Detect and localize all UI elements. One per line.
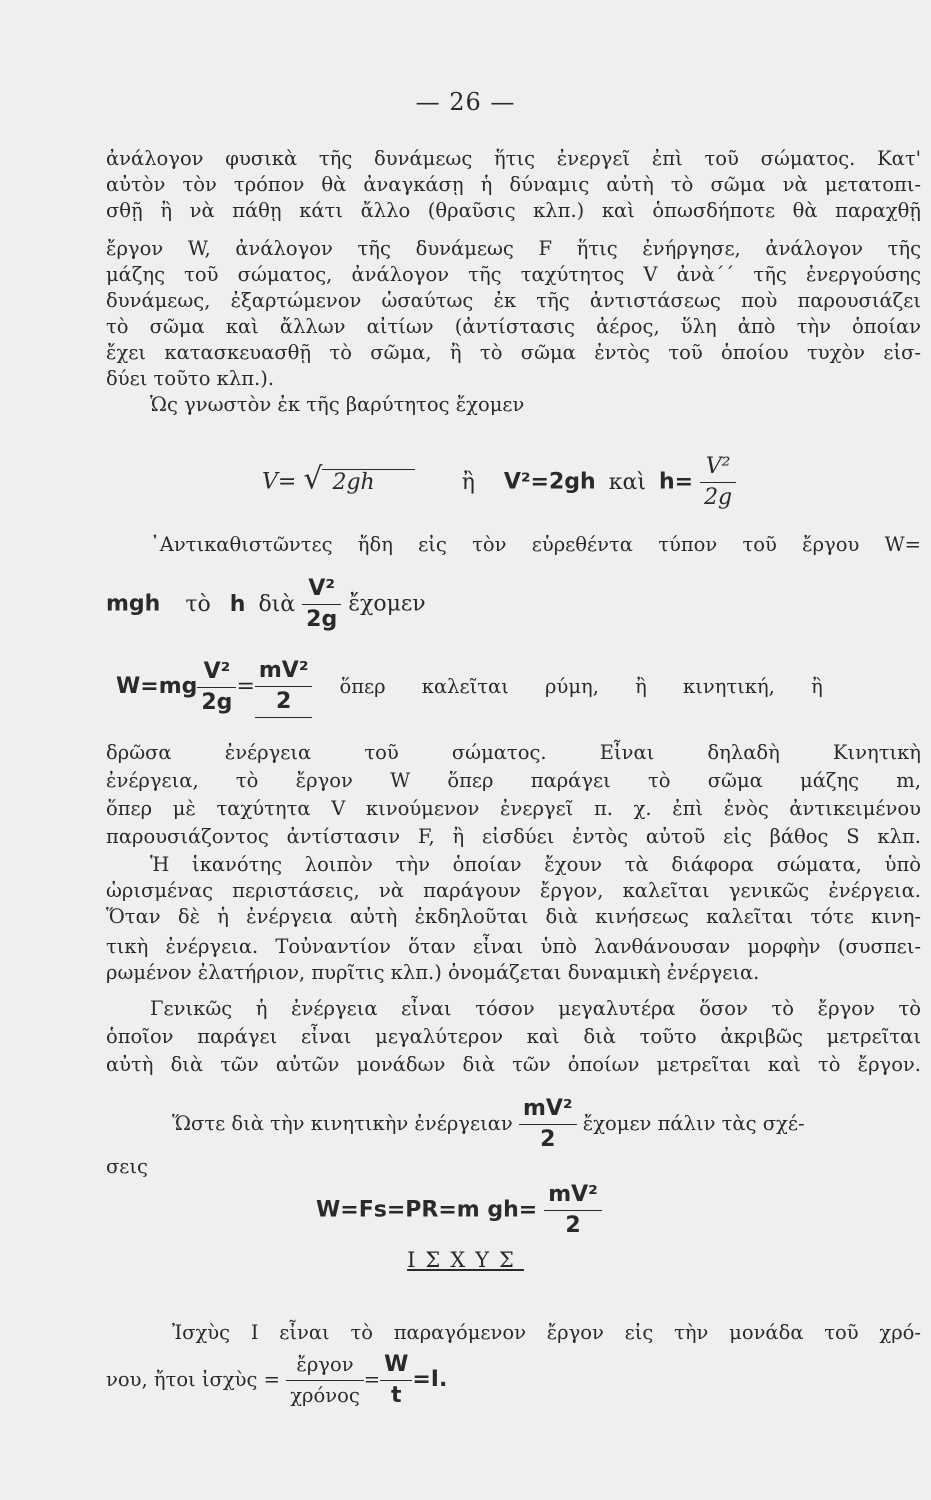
text-line: δρῶσα ἐνέργεια τοῦ σώματος. Εἶναι δηλαδὴ Κινητικὴ (106, 741, 921, 764)
text-line: Γενικῶς ἡ ἐνέργεια εἶναι τόσον μεγαλυτέρα ὅσον τὸ ἔργον τὸ (150, 997, 921, 1020)
fraction (519, 1094, 577, 1155)
fraction (255, 656, 313, 718)
fraction-denominator: 2 (540, 1127, 556, 1152)
text-line: Ἰσχὺς I εἶναι τὸ παραγόμενον ἔργον εἰς τὴν μονάδα τοῦ χρό- (172, 1321, 921, 1344)
text-line: ᾿Αντικαθιστῶντες ἤδη εἰς τὸν εὑρεθέντα τύπον τοῦ ἔργου W= (150, 533, 921, 556)
text-line: δύει τοῦτο κλπ.). (106, 367, 275, 390)
text-line: αὐτὸν τὸν τρόπον θὰ ἀναγκάσῃ ἡ δύναμις αὐτὴ τὸ σῶμα νὰ μετατοπι- (106, 173, 921, 196)
fraction-denominator: 2 (565, 1213, 581, 1238)
formula-kinetic-relation (172, 1094, 921, 1155)
text-line: δυνάμεως, ἐξαρτώμενον ὡσαύτως ἐκ τῆς ἀντιστάσεως ποὺ παρουσιάζει (106, 289, 921, 312)
text-line: Ὡς γνωστὸν ἐκ τῆς βαρύτητος ἔχομεν (150, 393, 525, 416)
formula-part: h= (658, 469, 694, 495)
formula-part: = (236, 674, 255, 699)
formula-substitution (106, 574, 426, 635)
formula-kinetic-energy (116, 656, 921, 718)
formula-part: V= (262, 469, 297, 495)
fraction (286, 1350, 364, 1411)
text-line: Ὅταν δὲ ἡ ἐνέργεια αὐτὴ ἐκδηλοῦται διὰ κινήσεως καλεῖται τότε κινη- (106, 905, 921, 928)
fraction-denominator: 2g (704, 485, 733, 510)
text-line: αὐτὴ διὰ τῶν αὐτῶν μονάδων διὰ τῶν ὁποίων μετρεῖται καὶ τὸ ἔργον. (106, 1053, 921, 1076)
formula-power (106, 1350, 447, 1411)
fraction-numerator: ἔργον (286, 1350, 364, 1381)
formula-part: V²=2gh (503, 469, 596, 495)
fraction-numerator: mV² (544, 1180, 602, 1211)
text-line: ἔργον W, ἀνάλογον τῆς δυνάμεως F ἥτις ἐνήργησε, ἀνάλογον τῆς (106, 237, 921, 260)
text-line: σεις (106, 1155, 148, 1178)
fraction-denominator: 2g (201, 689, 233, 715)
fraction (544, 1180, 602, 1241)
text-line: ἐνέργεια, τὸ ἔργον W ὅπερ παράγει τὸ σῶμα μάζης m, (106, 769, 921, 792)
formula-text: νου, ἤτοι ἰσχὺς = (106, 1368, 280, 1391)
text-line: ὁποῖον παράγει εἶναι μεγαλύτερον καὶ διὰ τοῦτο ἀκριβῶς μετρεῖται (106, 1025, 921, 1048)
text-line: τικὴ ἐνέργεια. Τοὐναντίον ὅταν εἶναι ὑπὸ λανθάνουσαν μορφὴν (συσπει- (106, 935, 921, 958)
text-line: ὡρισμένας περιστάσεις, νὰ παράγουν ἔργον, καλεῖται γενικῶς ἐνέργεια. (106, 879, 921, 902)
formula-velocity (262, 452, 736, 513)
fraction (700, 452, 736, 513)
fraction-numerator: mV² (519, 1094, 577, 1125)
formula-text: Ὥστε διὰ τὴν κινητικὴν ἐνέργειαν (172, 1112, 513, 1135)
fraction-numerator: mV² (255, 656, 313, 687)
sqrt-icon: √ (303, 461, 323, 497)
formula-part: = (363, 1368, 381, 1391)
formula-part: τὸ (185, 591, 211, 617)
fraction-numerator: V² (197, 657, 236, 688)
formula-part: =I. (412, 1367, 448, 1392)
fraction-denominator: 2 (255, 687, 313, 718)
formula-part: mgh (106, 591, 161, 617)
text-line: παρουσιάζοντος ἀντίστασιν F, ἢ εἰσδύει ἐντὸς αὐτοῦ εἰς βάθος S κλπ. (106, 825, 921, 848)
formula-part: διὰ (258, 591, 296, 617)
section-heading-text: ΙΣΧΥΣ (407, 1248, 524, 1272)
formula-part: καὶ (608, 469, 646, 495)
fraction-denominator: χρόνος (290, 1384, 360, 1407)
fraction-denominator: 2g (306, 607, 338, 632)
section-heading (0, 1248, 931, 1272)
fraction (197, 657, 236, 718)
formula-work-equalities (316, 1180, 602, 1241)
text-line: μάζης τοῦ σώματος, ἀνάλογον τῆς ταχύτητος V ἀνὰ΄΄ τῆς ἐνεργούσης (106, 263, 921, 286)
text-line: τὸ σῶμα καὶ ἄλλων αἰτίων (ἀντίστασις ἀέρος, ὕλη ἀπὸ τὴν ὁποίαν (106, 315, 921, 338)
formula-part: ἔχομεν (348, 591, 426, 617)
fraction-denominator: t (390, 1383, 402, 1408)
formula-part: W=mg (116, 674, 198, 699)
formula-part: W=Fs=PR=m gh= (316, 1197, 538, 1223)
formula-text: ἔχομεν πάλιν τὰς σχέ- (582, 1112, 805, 1135)
fraction-numerator: V² (700, 452, 736, 483)
text-line: ἔχει κατασκευασθῇ τὸ σῶμα, ἢ τὸ σῶμα ἐντὸς τοῦ ὁποίου τυχὸν εἰσ- (106, 341, 921, 364)
formula-part: h (229, 591, 246, 617)
fraction-numerator: V² (302, 574, 341, 605)
text-line: ἀνάλογον φυσικὰ τῆς δυνάμεως ἥτις ἐνεργεῖ ἐπὶ τοῦ σώματος. Κατ' (106, 147, 921, 170)
formula-part: 2gh (322, 469, 414, 495)
formula-text: ὅπερ καλεῖται ρύμη, ἢ κινητική, ἢ (339, 675, 823, 698)
fraction (302, 574, 341, 635)
text-line: σθῇ ἢ νὰ πάθῃ κάτι ἄλλο (θραῦσις κλπ.) καὶ ὁπωσδήποτε θὰ παραχθῇ (106, 199, 921, 222)
formula-part: ἢ (461, 469, 475, 495)
fraction (380, 1350, 412, 1411)
fraction-numerator: W (380, 1350, 412, 1381)
page-number: — 26 — (415, 88, 516, 116)
text-line: Ἡ ἱκανότης λοιπὸν τὴν ὁποίαν ἔχουν τὰ διάφορα σώματα, ὑπὸ (150, 853, 921, 876)
text-line: ρωμένον ἐλατήριον, πυρῖτις κλπ.) ὀνομάζεται δυναμικὴ ἐνέργεια. (106, 961, 760, 984)
text-line: ὅπερ μὲ ταχύτητα V κινούμενον ἐνεργεῖ π. χ. ἐπὶ ἑνὸς ἀντικειμένου (106, 797, 921, 820)
